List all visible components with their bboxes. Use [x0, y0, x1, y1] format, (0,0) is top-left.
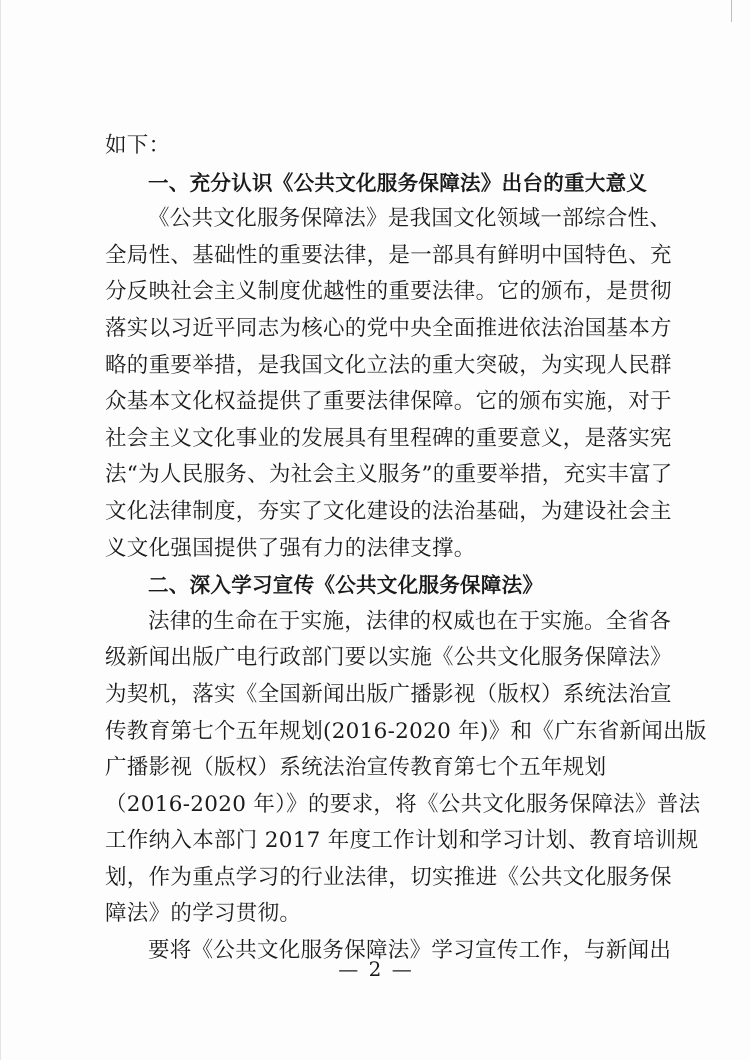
paragraph-line: 为契机，落实《全国新闻出版广播影视（版权）系统法治宣 [105, 681, 672, 707]
paragraph-line: 工作纳入本部门 2017 年度工作计划和学习计划、教育培训规 [105, 828, 699, 854]
paragraph-line: 要将《公共文化服务保障法》学习宣传工作，与新闻出 [148, 938, 672, 964]
paragraph-line: 社会主义文化事业的发展具有里程碑的重要意义，是落实宪 [105, 425, 672, 451]
section-heading-1: 一、充分认识《公共文化服务保障法》出台的重大意义 [148, 170, 648, 195]
paragraph-line: 文化法律制度，夯实了文化建设的法治基础，为建设社会主 [105, 498, 672, 524]
paragraph-line: 分反映社会主义制度优越性的重要法律。它的颁布，是贯彻 [105, 279, 672, 305]
scan-edge-mark [731, 0, 732, 22]
paragraph-line: 划，作为重点学习的行业法律，切实推进《公共文化服务保 [105, 864, 672, 890]
paragraph-line: 略的重要举措，是我国文化立法的重大突破，为实现人民群 [105, 352, 672, 378]
paragraph-line: 全局性、基础性的重要法律，是一部具有鲜明中国特色、充 [105, 242, 672, 268]
paragraph-line: 《公共文化服务保障法》是我国文化领域一部综合性、 [148, 206, 672, 232]
paragraph-line: 法律的生命在于实施，法律的权威也在于实施。全省各 [148, 608, 672, 634]
paragraph-line: 广播影视（版权）系统法治宣传教育第七个五年规划 [105, 755, 607, 781]
section-heading-2: 二、深入学习宣传《公共文化服务保障法》 [148, 573, 544, 598]
paragraph-line: （2016-2020 年）》的要求，将《公共文化服务保障法》普法 [105, 791, 701, 817]
body-text [105, 128, 707, 970]
paragraph-line: 义文化强国提供了强有力的法律支撑。 [105, 535, 476, 561]
paragraph-line: 传教育第七个五年规划(2016-2020 年)》和《广东省新闻出版 [105, 718, 707, 744]
paragraph-line: 法“为人民服务、为社会主义服务”的重要举措，充实丰富了 [105, 462, 673, 488]
text-line: 如下： [105, 133, 171, 158]
paragraph-line: 落实以习近平同志为核心的党中央全面推进依法治国基本方 [105, 315, 672, 341]
paragraph-line: 障法》的学习贯彻。 [105, 901, 302, 927]
paragraph-line: 级新闻出版广电行政部门要以实施《公共文化服务保障法》 [105, 645, 672, 671]
page-number: — 2 — [338, 957, 414, 981]
paragraph-line: 众基本文化权益提供了重要法律保障。它的颁布实施，对于 [105, 389, 672, 415]
